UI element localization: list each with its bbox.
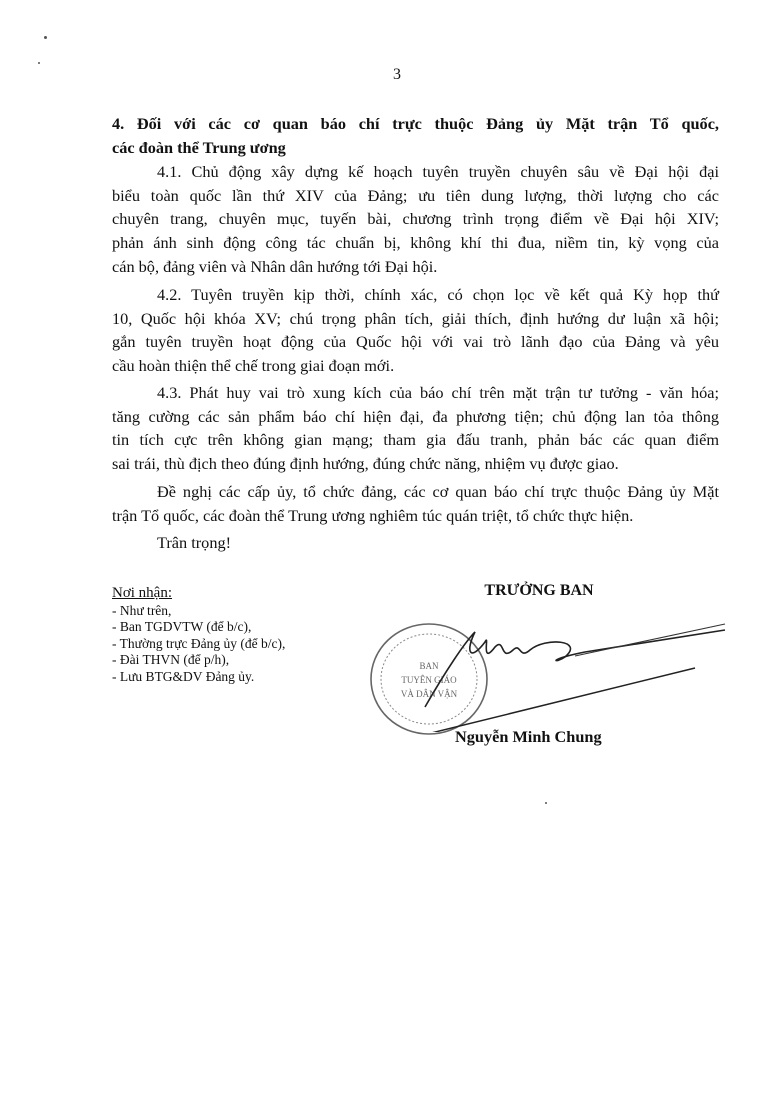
text-line: 4.3. Phát huy vai trò xung kích của báo chí trên mặt trận tư tưởng - văn hóa; (157, 383, 719, 402)
svg-text:TUYÊN GIÁO: TUYÊN GIÁO (401, 675, 457, 685)
text-line: 4.2. Tuyên truyền kịp thời, chính xác, có chọn lọc về kết quả Kỳ họp thứ (157, 285, 719, 304)
recipients-title: Nơi nhận: (112, 585, 173, 601)
heading-line: các đoàn thể Trung ương (112, 137, 286, 157)
paragraph-4-3 (112, 381, 719, 476)
handwritten-signature (395, 612, 775, 737)
text-line: tăng cường các sản phẩm báo chí hiện đại, đa phương tiện; chủ động lan tỏa thông (112, 406, 719, 426)
heading-line: 4. Đối với các cơ quan báo chí trực thuộc Đảng ủy Mặt trận Tổ quốc, (112, 114, 719, 133)
text-line: cán bộ, đảng viên và Nhân dân hướng tới Đại hội. (112, 256, 438, 276)
recipient-item: - Ban TGDVTW (để b/c), (112, 619, 252, 635)
text-line: chuyên trang, chuyên mục, tuyến bài, chương trình trọng điểm về Đại hội XIV; (112, 209, 719, 229)
closing-text: Trân trọng! (157, 533, 232, 552)
svg-text:BAN: BAN (419, 661, 439, 671)
text-line: biểu toàn quốc lần thứ XIV của Đảng; ưu tiên dung lượng, thời lượng cho các (112, 185, 719, 205)
recipient-item: - Thường trực Đảng ủy (để b/c), (112, 635, 286, 651)
text-line: tin tích cực trên không gian mạng; tham gia đấu tranh, phản bác các quan điểm (112, 430, 719, 450)
recipient-item: - Đài THVN (để p/h), (112, 652, 230, 668)
recipient-item: - Lưu BTG&DV Đảng ủy. (112, 668, 255, 684)
text-line: gắn tuyên truyền hoạt động của Quốc hội với vai trò lãnh đạo của Đảng và yêu (112, 332, 719, 352)
scan-speck (545, 802, 547, 804)
request-paragraph (112, 480, 719, 527)
signer-name: Nguyễn Minh Chung (455, 727, 602, 746)
scan-speck (38, 62, 40, 64)
recipients-block (112, 585, 285, 686)
text-line: 4.1. Chủ động xây dựng kế hoạch tuyên truyền chuyên sâu về Đại hội đại (157, 162, 719, 181)
signer-title: TRƯỞNG BAN (484, 582, 594, 599)
recipient-item: - Như trên, (112, 602, 172, 618)
section-heading (112, 112, 719, 159)
paragraph-4-2 (112, 283, 719, 378)
page-number: 3 (393, 66, 401, 83)
text-line: cầu hoàn thiện thể chế trong giai đoạn mới. (112, 356, 395, 376)
text-line: Đề nghị các cấp ủy, tổ chức đảng, các cơ quan báo chí trực thuộc Đảng ủy Mặt (157, 482, 719, 501)
closing (112, 531, 719, 555)
paragraph-4-1 (112, 160, 719, 279)
svg-text:VÀ DÂN VẬN: VÀ DÂN VẬN (400, 689, 458, 699)
text-line: sai trái, thù địch theo đúng định hướng, đúng chức năng, nhiệm vụ được giao. (112, 454, 619, 474)
text-line: trận Tổ quốc, các đoàn thể Trung ương nghiêm túc quán triệt, tổ chức thực hiện. (112, 505, 634, 525)
text-line: phản ánh sinh động công tác chuẩn bị, không khí thi đua, niềm tin, kỳ vọng của (112, 233, 719, 253)
text-line: 10, Quốc hội khóa XV; chú trọng phân tích, giải thích, định hướng dư luận xã hội; (112, 308, 719, 328)
scan-speck (44, 36, 47, 39)
signature-icon (395, 612, 775, 732)
